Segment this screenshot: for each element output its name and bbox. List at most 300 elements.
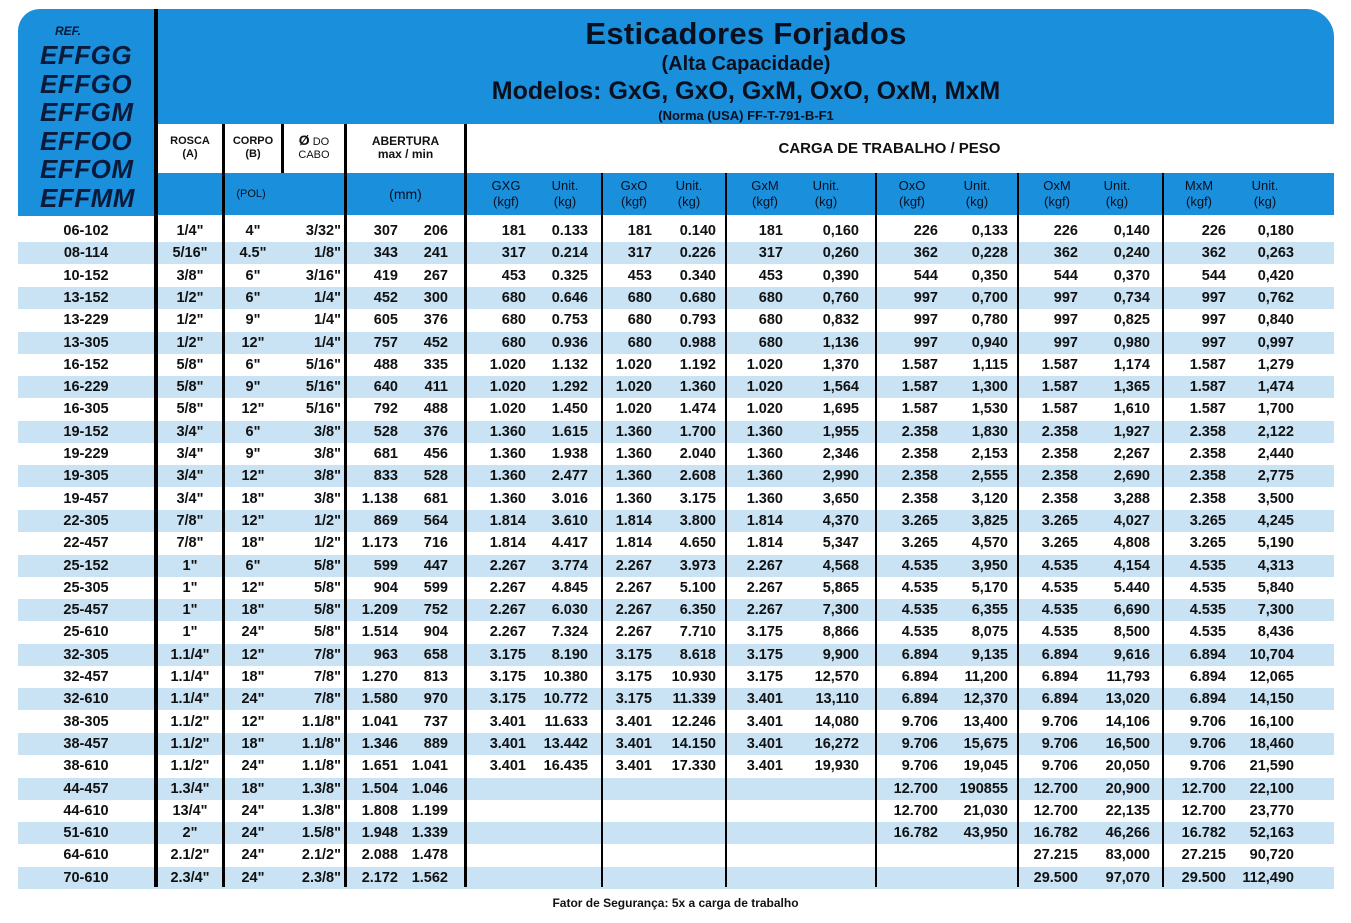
table-cell: 3,120 bbox=[971, 490, 1008, 507]
table-cell: 452 bbox=[423, 334, 448, 351]
table-cell: 1.1/4" bbox=[170, 646, 210, 663]
table-cell bbox=[797, 822, 859, 844]
table-cell: 1.814 bbox=[489, 535, 526, 552]
table-cell: 9" bbox=[245, 446, 261, 462]
table-cell: 12.700 bbox=[1181, 780, 1226, 797]
table-row bbox=[18, 688, 1334, 710]
table-cell: 19,930 bbox=[814, 758, 859, 775]
table-cell: 752 bbox=[423, 602, 448, 619]
table-cell: 18" bbox=[241, 490, 265, 507]
table-cell: 411 bbox=[424, 379, 448, 396]
table-cell bbox=[735, 867, 783, 889]
table-cell: 0,780 bbox=[971, 312, 1008, 329]
table-cell: 5/8" bbox=[176, 379, 204, 396]
table-cell: 307 bbox=[373, 223, 398, 239]
table-cell: 16.782 bbox=[1033, 825, 1078, 842]
ref-codes bbox=[40, 41, 135, 212]
table-cell: 997 bbox=[1201, 334, 1226, 351]
table-cell: 4,370 bbox=[822, 512, 859, 529]
table-cell: 7/8" bbox=[176, 535, 204, 552]
table-cell: 2.267 bbox=[615, 579, 652, 596]
table-cell bbox=[610, 867, 652, 889]
table-cell: 3.401 bbox=[615, 758, 652, 775]
table-cell: 4,570 bbox=[971, 535, 1008, 552]
table-cell bbox=[948, 867, 1008, 889]
table-cell: 21,030 bbox=[963, 802, 1008, 819]
table-row bbox=[18, 309, 1334, 331]
table-cell: 1.474 bbox=[679, 401, 716, 418]
table-cell: 681 bbox=[423, 490, 448, 507]
table-cell: 10-152 bbox=[63, 267, 109, 284]
table-cell: 7,300 bbox=[822, 602, 859, 619]
table-cell: 1,136 bbox=[822, 334, 859, 351]
table-cell: 11.339 bbox=[672, 691, 716, 708]
table-cell: 3.175 bbox=[615, 691, 652, 708]
table-cell: 1.041 bbox=[411, 758, 448, 775]
table-cell: 5/16" bbox=[305, 379, 341, 396]
table-cell: 1.587 bbox=[1041, 356, 1078, 373]
table-cell: 3/4" bbox=[176, 490, 204, 507]
table-cell: 12" bbox=[241, 401, 265, 418]
table-cell: 1.360 bbox=[489, 468, 526, 485]
table-cell bbox=[536, 867, 588, 889]
table-cell: 1/4" bbox=[313, 312, 341, 329]
table-cell bbox=[536, 778, 588, 800]
ref-block bbox=[18, 9, 154, 216]
table-cell: 680 bbox=[758, 312, 783, 329]
table-cell: 1.209 bbox=[361, 602, 398, 619]
table-cell: 44-610 bbox=[63, 802, 109, 819]
table-cell: 2.358 bbox=[1041, 446, 1078, 462]
table-cell: 1.1/8" bbox=[301, 758, 341, 775]
table-cell: 19-229 bbox=[63, 446, 109, 462]
table-cell: 335 bbox=[423, 356, 448, 373]
table-row bbox=[18, 242, 1334, 264]
ref-code: EFFGG bbox=[40, 40, 133, 70]
table-cell: 362 bbox=[913, 245, 938, 262]
table-cell: 3.265 bbox=[1041, 535, 1078, 552]
table-cell: 1.651 bbox=[361, 758, 398, 775]
table-cell: 10.930 bbox=[671, 669, 716, 685]
table-cell bbox=[610, 778, 652, 800]
table-cell: 13.442 bbox=[543, 735, 588, 752]
unit-label: Unit. bbox=[1251, 178, 1279, 193]
group-unit-kgf: (kgf) bbox=[898, 194, 925, 209]
table-cell: 0.226 bbox=[679, 245, 716, 262]
table-cell: 2.267 bbox=[489, 579, 526, 596]
table-cell: 1,927 bbox=[1113, 423, 1150, 440]
table-cell: 997 bbox=[1053, 334, 1078, 351]
table-row bbox=[18, 844, 1334, 866]
unit-kg: (kg) bbox=[1253, 194, 1277, 209]
table-cell: 453 bbox=[501, 267, 526, 284]
table-cell: 1.3/4" bbox=[170, 780, 210, 797]
divider bbox=[1162, 173, 1164, 887]
table-cell: 317 bbox=[627, 245, 652, 262]
table-row bbox=[18, 666, 1334, 688]
table-cell: 25-152 bbox=[63, 557, 109, 574]
table-cell: 1.514 bbox=[361, 624, 398, 641]
table-cell: 7/8" bbox=[313, 646, 341, 663]
table-cell: 8,075 bbox=[971, 624, 1008, 641]
table-cell: 488 bbox=[423, 401, 448, 418]
table-cell: 3.265 bbox=[1189, 512, 1226, 529]
table-cell: 904 bbox=[423, 624, 448, 641]
table-cell: 1.587 bbox=[901, 356, 938, 373]
table-cell: 181 bbox=[501, 223, 526, 239]
divider bbox=[601, 173, 603, 887]
table-cell: 18" bbox=[241, 735, 265, 752]
table-cell: 13,110 bbox=[815, 691, 859, 708]
table-cell: 997 bbox=[913, 334, 938, 351]
table-cell: 5/8" bbox=[313, 557, 341, 574]
table-cell: 44-457 bbox=[63, 780, 109, 797]
group-header bbox=[603, 173, 665, 215]
table-cell bbox=[797, 800, 859, 822]
table-cell: 14,150 bbox=[1249, 691, 1294, 708]
table-cell: 3.610 bbox=[551, 512, 588, 529]
table-cell: 0,840 bbox=[1257, 312, 1294, 329]
table-cell: 3.401 bbox=[746, 713, 783, 730]
table-cell: 64-610 bbox=[63, 847, 109, 864]
table-cell: 38-610 bbox=[63, 758, 109, 775]
group-header bbox=[1019, 173, 1095, 215]
table-cell: 1.562 bbox=[411, 869, 448, 886]
table-cell: 2" bbox=[182, 825, 198, 842]
table-cell: 1,300 bbox=[971, 379, 1008, 396]
table-cell: 1.360 bbox=[489, 446, 526, 462]
table-cell: 3.175 bbox=[489, 646, 526, 663]
table-cell: 813 bbox=[423, 669, 448, 685]
table-cell: 12" bbox=[241, 334, 265, 351]
table-cell bbox=[880, 867, 938, 889]
table-cell: 3.175 bbox=[615, 646, 652, 663]
header-abertura-sub: max / min bbox=[377, 147, 434, 161]
table-cell: 1" bbox=[182, 579, 198, 596]
table-row bbox=[18, 421, 1334, 443]
table-cell: 833 bbox=[373, 468, 398, 485]
table-cell: 10.380 bbox=[543, 669, 588, 685]
table-cell: 4.535 bbox=[1189, 624, 1226, 641]
table-cell: 1.339 bbox=[411, 825, 448, 842]
table-cell: 12" bbox=[241, 646, 265, 663]
table-cell: 14,106 bbox=[1105, 713, 1150, 730]
table-cell: 12.700 bbox=[1033, 780, 1078, 797]
table-cell: 737 bbox=[423, 713, 448, 730]
table-cell: 1.020 bbox=[489, 401, 526, 418]
table-cell: 1.360 bbox=[746, 490, 783, 507]
table-cell: 680 bbox=[501, 334, 526, 351]
table-cell bbox=[735, 778, 783, 800]
table-cell: 7/8" bbox=[313, 691, 341, 708]
table-cell: 3,650 bbox=[822, 490, 859, 507]
table-cell: 2.358 bbox=[901, 468, 938, 485]
table-cell: 21,590 bbox=[1249, 758, 1294, 775]
table-cell bbox=[660, 778, 716, 800]
table-cell: 241 bbox=[423, 245, 448, 262]
table-row bbox=[18, 555, 1334, 577]
table-cell: 1.587 bbox=[1041, 401, 1078, 418]
table-cell: 7,300 bbox=[1257, 602, 1294, 619]
divider bbox=[725, 173, 727, 887]
table-cell: 0,997 bbox=[1257, 334, 1294, 351]
table-cell: 2.3/8" bbox=[301, 869, 341, 886]
table-cell: 13/4" bbox=[172, 802, 208, 819]
table-cell: 6.894 bbox=[901, 646, 938, 663]
table-row bbox=[18, 376, 1334, 398]
table-cell: 997 bbox=[913, 289, 938, 306]
divider bbox=[464, 124, 467, 887]
table-cell: 1.808 bbox=[361, 802, 398, 819]
table-row bbox=[18, 733, 1334, 755]
table-cell: 2.267 bbox=[489, 624, 526, 641]
table-cell: 181 bbox=[627, 223, 652, 239]
table-cell: 4.535 bbox=[1041, 557, 1078, 574]
table-cell: 317 bbox=[501, 245, 526, 262]
table-cell: 226 bbox=[1053, 223, 1078, 239]
table-row bbox=[18, 599, 1334, 621]
table-cell: 680 bbox=[758, 334, 783, 351]
table-cell: 5.100 bbox=[679, 579, 716, 596]
table-cell: 13-152 bbox=[63, 289, 109, 306]
table-cell: 90,720 bbox=[1249, 847, 1294, 864]
table-cell: 1.173 bbox=[361, 535, 398, 552]
table-cell: 1,830 bbox=[971, 423, 1008, 440]
table-cell: 0,760 bbox=[822, 289, 859, 306]
table-cell: 0,700 bbox=[971, 289, 1008, 306]
table-row bbox=[18, 867, 1334, 889]
table-cell: 8.190 bbox=[551, 646, 588, 663]
group-unit-header bbox=[948, 173, 1006, 215]
table-cell: 2.040 bbox=[679, 446, 716, 462]
table-cell: 528 bbox=[423, 468, 448, 485]
table-cell: 9.706 bbox=[1041, 758, 1078, 775]
table-cell: 16.782 bbox=[893, 825, 938, 842]
table-cell: 997 bbox=[1201, 312, 1226, 329]
table-cell: 1.360 bbox=[489, 490, 526, 507]
header-mm bbox=[347, 173, 464, 215]
group-unit-kgf: (kgf) bbox=[1185, 194, 1212, 209]
table-cell: 488 bbox=[373, 356, 398, 373]
table-cell: 1,564 bbox=[822, 379, 859, 396]
unit-kg: (kg) bbox=[553, 194, 577, 209]
unit-kg: (kg) bbox=[677, 194, 701, 209]
table-cell: 20,900 bbox=[1105, 780, 1150, 797]
table-cell: 0,260 bbox=[822, 245, 859, 262]
table-cell: 419 bbox=[373, 267, 398, 284]
table-cell: 3.175 bbox=[489, 691, 526, 708]
table-cell: 1.5/8" bbox=[301, 825, 341, 842]
group-header bbox=[1164, 173, 1234, 215]
table-cell: 681 bbox=[373, 446, 398, 462]
table-cell: 1.1/8" bbox=[301, 713, 341, 730]
table-cell bbox=[536, 800, 588, 822]
table-cell: 18" bbox=[241, 535, 265, 552]
header-pol-label: (POL) bbox=[236, 188, 266, 200]
table-cell: 24" bbox=[241, 802, 265, 819]
table-cell: 453 bbox=[627, 267, 652, 284]
table-cell: 1/4" bbox=[313, 334, 341, 351]
group-unit-header bbox=[797, 173, 855, 215]
table-cell: 19-305 bbox=[63, 468, 109, 485]
group-unit-kgf: (kgf) bbox=[493, 194, 519, 209]
table-cell: 1.360 bbox=[615, 468, 652, 485]
table-cell: 1.020 bbox=[615, 356, 652, 373]
table-cell: 2.1/2" bbox=[170, 847, 210, 864]
table-cell: 1.346 bbox=[361, 735, 398, 752]
table-cell: 3.401 bbox=[489, 758, 526, 775]
table-cell: 2.267 bbox=[746, 579, 783, 596]
group-header bbox=[474, 173, 538, 215]
group-header bbox=[877, 173, 947, 215]
group-name: OxM bbox=[1043, 178, 1071, 193]
table-cell: 1.138 bbox=[361, 490, 398, 507]
table-cell: 1,955 bbox=[822, 423, 859, 440]
table-cell: 1/2" bbox=[313, 535, 341, 552]
table-cell: 1,474 bbox=[1257, 379, 1294, 396]
table-cell: 3.265 bbox=[901, 535, 938, 552]
table-cell: 453 bbox=[758, 267, 783, 284]
table-cell: 456 bbox=[423, 446, 448, 462]
table-cell: 2.3/4" bbox=[170, 869, 210, 886]
table-cell: 1/4" bbox=[313, 289, 341, 306]
table-cell: 447 bbox=[423, 557, 448, 574]
table-cell: 1.587 bbox=[1189, 379, 1226, 396]
table-cell: 0,160 bbox=[822, 223, 859, 239]
table-cell: 5/8" bbox=[313, 624, 341, 641]
unit-label: Unit. bbox=[1103, 178, 1131, 193]
table-cell: 0,133 bbox=[971, 223, 1008, 239]
table-cell: 4.535 bbox=[901, 602, 938, 619]
table-cell: 22,135 bbox=[1105, 802, 1150, 819]
table-cell: 112,490 bbox=[1242, 869, 1294, 886]
table-cell: 0,263 bbox=[1257, 245, 1294, 262]
table-cell: 680 bbox=[627, 334, 652, 351]
table-cell: 757 bbox=[373, 334, 398, 351]
table-cell: 14.150 bbox=[671, 735, 716, 752]
table-cell: 6.894 bbox=[1041, 669, 1078, 685]
table-cell: 11,200 bbox=[964, 669, 1008, 685]
table-cell: 13,400 bbox=[963, 713, 1008, 730]
table-cell: 25-610 bbox=[63, 624, 109, 641]
table-cell: 1.360 bbox=[615, 446, 652, 462]
table-cell: 8.618 bbox=[679, 646, 716, 663]
table-cell: 18" bbox=[241, 602, 265, 619]
table-cell: 1.199 bbox=[411, 802, 448, 819]
table-cell: 9.706 bbox=[901, 758, 938, 775]
table-cell: 12" bbox=[241, 512, 265, 529]
table-cell bbox=[948, 844, 1008, 866]
table-cell: 4.650 bbox=[679, 535, 716, 552]
table-cell: 3.401 bbox=[615, 713, 652, 730]
table-cell: 9.706 bbox=[1041, 735, 1078, 752]
title-block bbox=[158, 9, 1334, 124]
table-cell: 12.246 bbox=[671, 713, 716, 730]
table-cell: 6.894 bbox=[1189, 669, 1226, 685]
table-cell: 4.535 bbox=[901, 579, 938, 596]
table-cell: 3.973 bbox=[679, 557, 716, 574]
table-cell: 544 bbox=[1201, 267, 1226, 284]
table-cell: 3.401 bbox=[746, 735, 783, 752]
table-cell: 06-102 bbox=[63, 223, 109, 239]
table-cell: 5/8" bbox=[313, 579, 341, 596]
table-cell: 2,690 bbox=[1113, 468, 1150, 485]
table-cell: 0,140 bbox=[1113, 223, 1150, 239]
table-cell: 9.706 bbox=[1189, 735, 1226, 752]
table-cell: 1.700 bbox=[679, 423, 716, 440]
table-cell bbox=[536, 822, 588, 844]
table-cell: 0.646 bbox=[551, 289, 588, 306]
table-cell: 2,267 bbox=[1113, 446, 1150, 462]
table-cell: 2,555 bbox=[971, 468, 1008, 485]
table-cell: 4,245 bbox=[1257, 512, 1294, 529]
table-cell: 0,940 bbox=[971, 334, 1008, 351]
table-cell: 97,070 bbox=[1105, 869, 1150, 886]
table-cell: 7.710 bbox=[679, 624, 716, 641]
group-unit-header bbox=[1088, 173, 1146, 215]
table-cell: 1.046 bbox=[411, 780, 448, 797]
divider bbox=[344, 124, 347, 887]
header-corpo bbox=[225, 124, 281, 172]
table-cell: 2,990 bbox=[822, 468, 859, 485]
table-cell: 0,180 bbox=[1257, 223, 1294, 239]
table-cell bbox=[880, 844, 938, 866]
table-row bbox=[18, 488, 1334, 510]
table-cell: 8,436 bbox=[1257, 624, 1294, 641]
table-cell: 680 bbox=[627, 312, 652, 329]
table-cell: 16-152 bbox=[63, 356, 109, 373]
table-cell: 7.324 bbox=[551, 624, 588, 641]
table-cell: 19-152 bbox=[63, 423, 109, 440]
table-cell: 17.330 bbox=[671, 758, 716, 775]
table-cell: 206 bbox=[423, 223, 448, 239]
table-cell: 1.360 bbox=[615, 490, 652, 507]
table-cell: 10.772 bbox=[543, 691, 588, 708]
table-cell: 3/16" bbox=[305, 267, 341, 284]
table-cell: 4,027 bbox=[1113, 512, 1150, 529]
table-cell: 1,365 bbox=[1113, 379, 1150, 396]
table-cell: 1.814 bbox=[746, 535, 783, 552]
table-cell: 16.782 bbox=[1181, 825, 1226, 842]
table-cell: 528 bbox=[373, 423, 398, 440]
table-cell: 9" bbox=[245, 379, 261, 396]
table-cell: 5/8" bbox=[176, 401, 204, 418]
table-cell: 1" bbox=[182, 557, 198, 574]
table-cell: 3.401 bbox=[746, 758, 783, 775]
table-cell: 4.535 bbox=[1189, 557, 1226, 574]
unit-kg: (kg) bbox=[965, 194, 989, 209]
table-cell: 1/8" bbox=[313, 245, 341, 262]
table-cell: 0,832 bbox=[822, 312, 859, 329]
table-cell: 25-457 bbox=[63, 602, 109, 619]
group-name: MxM bbox=[1184, 178, 1214, 193]
table-cell: 12" bbox=[241, 713, 265, 730]
table-cell: 1/4" bbox=[176, 223, 204, 239]
divider bbox=[222, 124, 225, 887]
table-cell: 1.580 bbox=[361, 691, 398, 708]
table-cell: 680 bbox=[501, 289, 526, 306]
table-cell: 9.706 bbox=[1189, 713, 1226, 730]
table-cell: 1.587 bbox=[901, 401, 938, 418]
table-cell: 0,350 bbox=[971, 267, 1008, 284]
table-cell: 6" bbox=[245, 423, 261, 440]
table-cell: 1.814 bbox=[615, 535, 652, 552]
norm-title: (Norma (USA) FF-T-791-B-F1 bbox=[658, 108, 834, 123]
table-cell: 6.894 bbox=[1041, 646, 1078, 663]
table-cell: 1.1/8" bbox=[301, 735, 341, 752]
header-abertura bbox=[347, 124, 464, 172]
table-cell: 2.358 bbox=[1189, 490, 1226, 507]
